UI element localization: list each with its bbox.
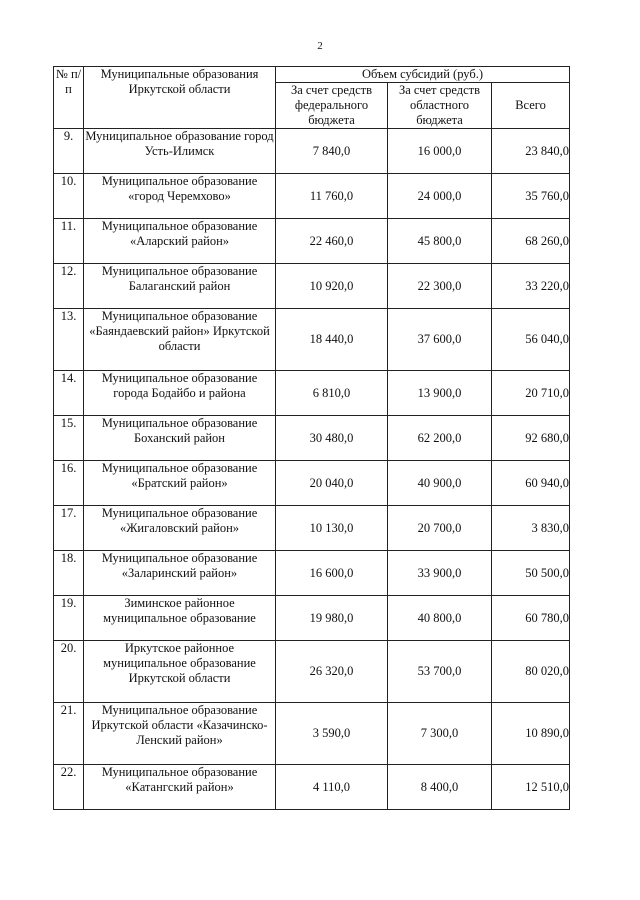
federal-amount: 10 920,0: [276, 264, 388, 309]
regional-amount: 24 000,0: [388, 174, 492, 219]
row-number: 19.: [54, 596, 84, 641]
total-amount: 92 680,0: [492, 416, 570, 461]
table-row: [54, 703, 570, 765]
regional-amount: 7 300,0: [388, 703, 492, 765]
federal-amount: 10 130,0: [276, 506, 388, 551]
row-number: 20.: [54, 641, 84, 703]
municipality-name: Муниципальное образование «город Черемхово»: [84, 174, 276, 219]
regional-amount: 40 800,0: [388, 596, 492, 641]
regional-amount: 40 900,0: [388, 461, 492, 506]
header-subsidy-volume: Объем субсидий (руб.): [276, 67, 570, 83]
federal-amount: 6 810,0: [276, 371, 388, 416]
total-amount: 80 020,0: [492, 641, 570, 703]
header-federal: За счет средств федерального бюджета: [276, 83, 388, 129]
municipality-name: Муниципальное образование город Усть-Илимск: [84, 129, 276, 174]
row-number: 22.: [54, 765, 84, 810]
federal-amount: 16 600,0: [276, 551, 388, 596]
total-amount: 20 710,0: [492, 371, 570, 416]
table-row: [54, 174, 570, 219]
total-amount: 10 890,0: [492, 703, 570, 765]
row-number: 17.: [54, 506, 84, 551]
row-number: 12.: [54, 264, 84, 309]
table-row: [54, 551, 570, 596]
federal-amount: 20 040,0: [276, 461, 388, 506]
regional-amount: 37 600,0: [388, 309, 492, 371]
header-row: [54, 67, 570, 83]
federal-amount: 18 440,0: [276, 309, 388, 371]
row-number: 13.: [54, 309, 84, 371]
municipality-name: Муниципальное образование Боханский район: [84, 416, 276, 461]
header-number: № п/п: [54, 67, 84, 129]
table-row: [54, 641, 570, 703]
federal-amount: 19 980,0: [276, 596, 388, 641]
row-number: 9.: [54, 129, 84, 174]
total-amount: 50 500,0: [492, 551, 570, 596]
federal-amount: 7 840,0: [276, 129, 388, 174]
table-row: [54, 219, 570, 264]
table-row: [54, 596, 570, 641]
total-amount: 23 840,0: [492, 129, 570, 174]
municipality-name: Муниципальное образование «Заларинский район»: [84, 551, 276, 596]
page-number: 2: [317, 40, 323, 52]
municipality-name: Иркутское районное муниципальное образование Иркутской области: [84, 641, 276, 703]
table-row: [54, 416, 570, 461]
total-amount: 56 040,0: [492, 309, 570, 371]
regional-amount: 13 900,0: [388, 371, 492, 416]
municipality-name: Муниципальное образование «Жигаловский район»: [84, 506, 276, 551]
municipality-name: Муниципальное образование «Братский район»: [84, 461, 276, 506]
total-amount: 33 220,0: [492, 264, 570, 309]
row-number: 16.: [54, 461, 84, 506]
federal-amount: 4 110,0: [276, 765, 388, 810]
total-amount: 60 940,0: [492, 461, 570, 506]
total-amount: 35 760,0: [492, 174, 570, 219]
table-row: [54, 129, 570, 174]
total-amount: 12 510,0: [492, 765, 570, 810]
federal-amount: 3 590,0: [276, 703, 388, 765]
regional-amount: 62 200,0: [388, 416, 492, 461]
federal-amount: 30 480,0: [276, 416, 388, 461]
header-regional: За счет средств областного бюджета: [388, 83, 492, 129]
row-number: 11.: [54, 219, 84, 264]
total-amount: 60 780,0: [492, 596, 570, 641]
table-row: [54, 765, 570, 810]
header-total: Всего: [492, 83, 570, 129]
row-number: 18.: [54, 551, 84, 596]
regional-amount: 45 800,0: [388, 219, 492, 264]
subsidies-table: [53, 66, 570, 810]
municipality-name: Зиминское районное муниципальное образование: [84, 596, 276, 641]
municipality-name: Муниципальное образование «Аларский район»: [84, 219, 276, 264]
table-row: [54, 371, 570, 416]
municipality-name: Муниципальное образование города Бодайбо и района: [84, 371, 276, 416]
municipality-name: Муниципальное образование «Баяндаевский район» Иркутской области: [84, 309, 276, 371]
total-amount: 3 830,0: [492, 506, 570, 551]
regional-amount: 33 900,0: [388, 551, 492, 596]
federal-amount: 26 320,0: [276, 641, 388, 703]
municipality-name: Муниципальное образование Балаганский район: [84, 264, 276, 309]
regional-amount: 53 700,0: [388, 641, 492, 703]
table-row: [54, 309, 570, 371]
federal-amount: 22 460,0: [276, 219, 388, 264]
regional-amount: 22 300,0: [388, 264, 492, 309]
row-number: 10.: [54, 174, 84, 219]
table-row: [54, 461, 570, 506]
header-municipality: Муниципальные образования Иркутской области: [84, 67, 276, 129]
regional-amount: 16 000,0: [388, 129, 492, 174]
row-number: 14.: [54, 371, 84, 416]
regional-amount: 20 700,0: [388, 506, 492, 551]
row-number: 21.: [54, 703, 84, 765]
municipality-name: Муниципальное образование Иркутской области «Казачинско-Ленский район»: [84, 703, 276, 765]
row-number: 15.: [54, 416, 84, 461]
regional-amount: 8 400,0: [388, 765, 492, 810]
municipality-name: Муниципальное образование «Катангский район»: [84, 765, 276, 810]
table-row: [54, 264, 570, 309]
total-amount: 68 260,0: [492, 219, 570, 264]
federal-amount: 11 760,0: [276, 174, 388, 219]
table-row: [54, 506, 570, 551]
